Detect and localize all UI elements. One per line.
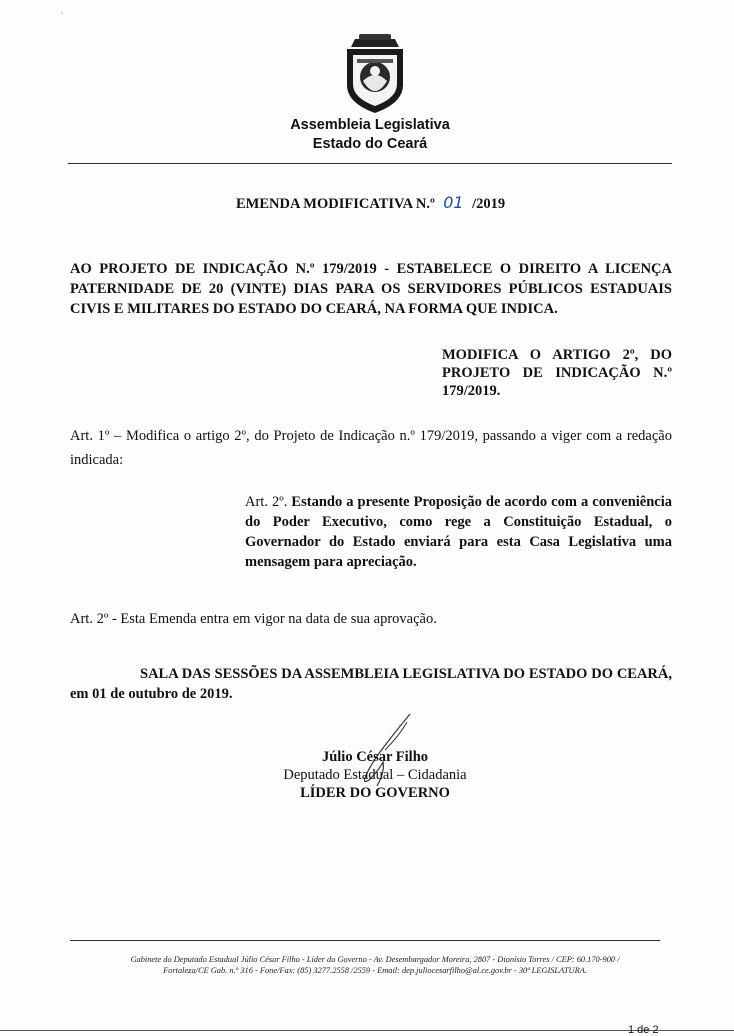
coat-of-arms-icon [341, 33, 409, 115]
quoted-article-label: Art. 2º. [245, 494, 288, 510]
page-indicator: 1 de 2 [628, 1024, 659, 1036]
quoted-article-text: Estando a presente Proposição de acordo com a conveniência do Poder Executivo, como rege a Constituição Estadual, o Governador do Estado enviará para esta Casa Legislativa uma mensagem para apreciação. [245, 494, 673, 570]
page-bottom-rule [0, 1030, 734, 1031]
signatory-name: Júlio César Filho [321, 749, 429, 765]
signatory-role: Deputado Estadual – Cidadania [283, 767, 467, 783]
footer-divider [70, 940, 660, 941]
footer-line-2: Fortaleza/CE Gab. n.º 316 - Fone/Fax: (85) 3277.2558 /2559 - Email: dep.juliocesarfilho@al.ce.gov.br - 30ª LEGISLATURA. [163, 966, 587, 975]
institution-name: Assembleia Legislativa [290, 117, 450, 133]
amendment-heading: AO PROJETO DE INDICAÇÃO N.º 179/2019 - ESTABELECE O DIREITO A LICENÇA PATERNIDADE DE 20 (VINTE) DIAS PARA OS SERVIDORES PÚBLICOS ESTADUAIS CIVIS E MILITARES DO ESTADO DO CEARÁ, NA FORMA QUE INDICA. [70, 261, 672, 317]
modifica-summary: MODIFICA O ARTIGO 2º, DO PROJETO DE INDICAÇÃO N.º 179/2019. [442, 347, 672, 399]
title-suffix: /2019 [472, 196, 506, 212]
scan-mark: ´ [60, 12, 64, 23]
signatory-title: LÍDER DO GOVERNO [300, 785, 450, 801]
quoted-article [245, 492, 672, 572]
footer-line-1: Gabinete do Deputado Estadual Júlio César Filho - Líder do Governo - Av. Desembargador Moreira, 2807 - Dionísio Torres / CEP: 60.170-900 / [130, 955, 620, 964]
handwritten-number: 01 [443, 193, 464, 212]
header-divider [68, 163, 672, 164]
title-prefix: EMENDA MODIFICATIVA N.º [236, 196, 435, 212]
article-2: Art. 2º - Esta Emenda entra em vigor na data de sua aprovação. [70, 611, 437, 627]
institution-state: Estado do Ceará [312, 136, 428, 152]
article-1: Art. 1º – Modifica o artigo 2º, do Projeto de Indicação n.º 179/2019, passando a viger com a redação indicada: [70, 428, 672, 468]
session-hall-statement: SALA DAS SESSÕES DA ASSEMBLEIA LEGISLATIVA DO ESTADO DO CEARÁ, em 01 de outubro de 2019. [70, 666, 672, 702]
document-title [236, 193, 505, 213]
